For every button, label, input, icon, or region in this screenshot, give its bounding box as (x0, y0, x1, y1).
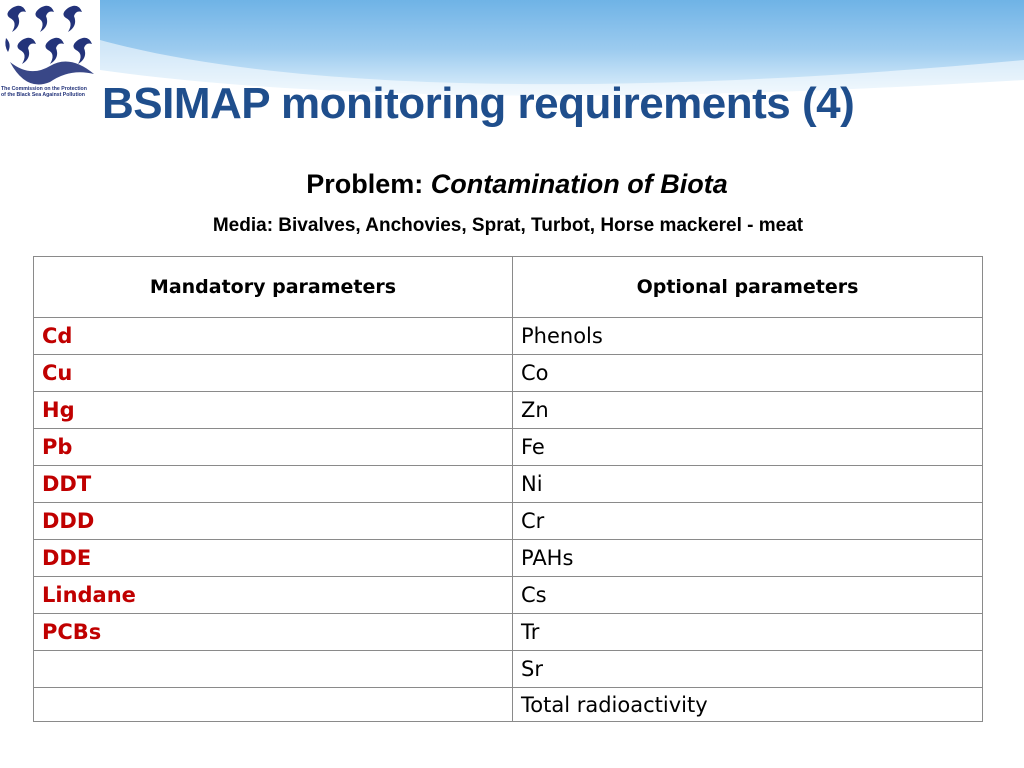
optional-cell: PAHs (513, 540, 983, 577)
mandatory-cell: Cu (34, 355, 513, 392)
mandatory-cell: Cd (34, 318, 513, 355)
mandatory-cell: DDD (34, 503, 513, 540)
optional-cell: Cs (513, 577, 983, 614)
header-optional: Optional parameters (513, 257, 983, 318)
table-row (34, 318, 983, 355)
logo-caption-line2: of the Black Sea Against Pollution (1, 92, 85, 98)
seahorse-logo-icon (2, 2, 98, 86)
logo-caption-line1: The Commission on the Protection (1, 86, 87, 92)
mandatory-cell: Lindane (34, 577, 513, 614)
table-row (34, 466, 983, 503)
optional-cell: Tr (513, 614, 983, 651)
mandatory-cell (34, 651, 513, 688)
mandatory-cell: Hg (34, 392, 513, 429)
table-row (34, 614, 983, 651)
optional-cell: Total radioactivity (513, 688, 983, 722)
mandatory-cell: Pb (34, 429, 513, 466)
media-line: Media: Bivalves, Anchovies, Sprat, Turbot, Horse mackerel - meat (212, 215, 804, 236)
mandatory-cell (34, 688, 513, 722)
table-row (34, 392, 983, 429)
table-row (34, 651, 983, 688)
table-header-row (34, 257, 983, 318)
table-row (34, 355, 983, 392)
logo-caption (1, 86, 101, 98)
mandatory-cell: PCBs (34, 614, 513, 651)
mandatory-cell: DDT (34, 466, 513, 503)
table-row (34, 540, 983, 577)
slide-title: BSIMAP monitoring requirements (4) (102, 79, 855, 128)
header-mandatory: Mandatory parameters (34, 257, 513, 318)
problem-value: Contamination of Biota (430, 169, 728, 199)
parameters-table (33, 256, 983, 722)
optional-cell: Zn (513, 392, 983, 429)
optional-cell: Fe (513, 429, 983, 466)
table-row (34, 688, 983, 722)
problem-label: Problem: (306, 169, 431, 199)
mandatory-cell: DDE (34, 540, 513, 577)
optional-cell: Co (513, 355, 983, 392)
optional-cell: Sr (513, 651, 983, 688)
table-row (34, 577, 983, 614)
optional-cell: Phenols (513, 318, 983, 355)
optional-cell: Ni (513, 466, 983, 503)
problem-heading (0, 164, 1024, 204)
commission-logo (0, 0, 100, 110)
table-row (34, 503, 983, 540)
table-row (34, 429, 983, 466)
optional-cell: Cr (513, 503, 983, 540)
